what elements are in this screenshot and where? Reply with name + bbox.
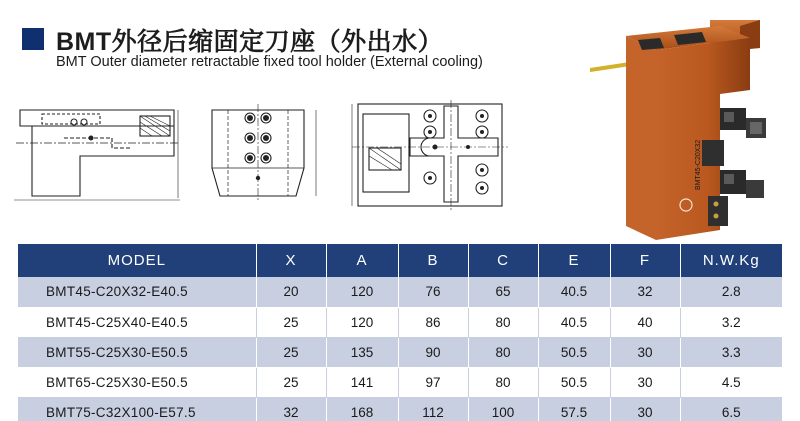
cell-model: BMT65-C25X30-E50.5 bbox=[18, 367, 256, 397]
cell-x: 20 bbox=[256, 277, 326, 307]
page-subtitle: BMT Outer diameter retractable fixed tool holder (External cooling) bbox=[56, 54, 483, 70]
cell-model: BMT75-C32X100-E57.5 bbox=[18, 397, 256, 421]
side-view-drawing bbox=[14, 110, 180, 200]
cell-a: 135 bbox=[326, 337, 398, 367]
cell-e: 50.5 bbox=[538, 337, 610, 367]
cell-e: 40.5 bbox=[538, 307, 610, 337]
cell-weight: 3.3 bbox=[680, 337, 782, 367]
cell-b: 97 bbox=[398, 367, 468, 397]
column-header-weight: N.W.Kg bbox=[680, 244, 782, 277]
table-row bbox=[18, 307, 782, 337]
page-title: BMT外径后缩固定刀座（外出水） bbox=[56, 28, 444, 56]
column-header-f: F bbox=[610, 244, 680, 277]
cell-f: 30 bbox=[610, 367, 680, 397]
cell-c: 65 bbox=[468, 277, 538, 307]
cell-f: 30 bbox=[610, 337, 680, 367]
cell-f: 40 bbox=[610, 307, 680, 337]
cell-x: 25 bbox=[256, 307, 326, 337]
cell-c: 80 bbox=[468, 307, 538, 337]
cell-weight: 2.8 bbox=[680, 277, 782, 307]
cell-f: 30 bbox=[610, 397, 680, 421]
engraving-text: BMT45-C20X32 bbox=[695, 139, 702, 190]
technical-drawings bbox=[12, 98, 527, 223]
column-header-c: C bbox=[468, 244, 538, 277]
cell-model: BMT55-C25X30-E50.5 bbox=[18, 337, 256, 367]
column-header-e: E bbox=[538, 244, 610, 277]
table-row bbox=[18, 367, 782, 397]
product-photo bbox=[590, 20, 790, 242]
coolant-pipe bbox=[590, 64, 630, 70]
table-header-row bbox=[18, 244, 782, 277]
cell-c: 80 bbox=[468, 337, 538, 367]
title-marker bbox=[22, 28, 44, 50]
cell-a: 120 bbox=[326, 277, 398, 307]
cell-b: 76 bbox=[398, 277, 468, 307]
cell-x: 32 bbox=[256, 397, 326, 421]
cell-a: 168 bbox=[326, 397, 398, 421]
table-row bbox=[18, 337, 782, 367]
cell-c: 100 bbox=[468, 397, 538, 421]
column-header-b: B bbox=[398, 244, 468, 277]
cell-a: 120 bbox=[326, 307, 398, 337]
column-header-a: A bbox=[326, 244, 398, 277]
cell-x: 25 bbox=[256, 367, 326, 397]
cell-model: BMT45-C20X32-E40.5 bbox=[18, 277, 256, 307]
column-header-model: MODEL bbox=[18, 244, 256, 277]
holder-body bbox=[626, 36, 656, 240]
spec-table bbox=[18, 244, 782, 421]
cell-f: 32 bbox=[610, 277, 680, 307]
cell-e: 57.5 bbox=[538, 397, 610, 421]
cell-c: 80 bbox=[468, 367, 538, 397]
cell-b: 90 bbox=[398, 337, 468, 367]
cell-weight: 6.5 bbox=[680, 397, 782, 421]
cell-model: BMT45-C25X40-E40.5 bbox=[18, 307, 256, 337]
cell-b: 112 bbox=[398, 397, 468, 421]
table-row bbox=[18, 397, 782, 421]
cell-x: 25 bbox=[256, 337, 326, 367]
cell-e: 40.5 bbox=[538, 277, 610, 307]
table-row bbox=[18, 277, 782, 307]
cell-weight: 3.2 bbox=[680, 307, 782, 337]
column-header-x: X bbox=[256, 244, 326, 277]
cell-b: 86 bbox=[398, 307, 468, 337]
cell-weight: 4.5 bbox=[680, 367, 782, 397]
cell-e: 50.5 bbox=[538, 367, 610, 397]
cell-a: 141 bbox=[326, 367, 398, 397]
